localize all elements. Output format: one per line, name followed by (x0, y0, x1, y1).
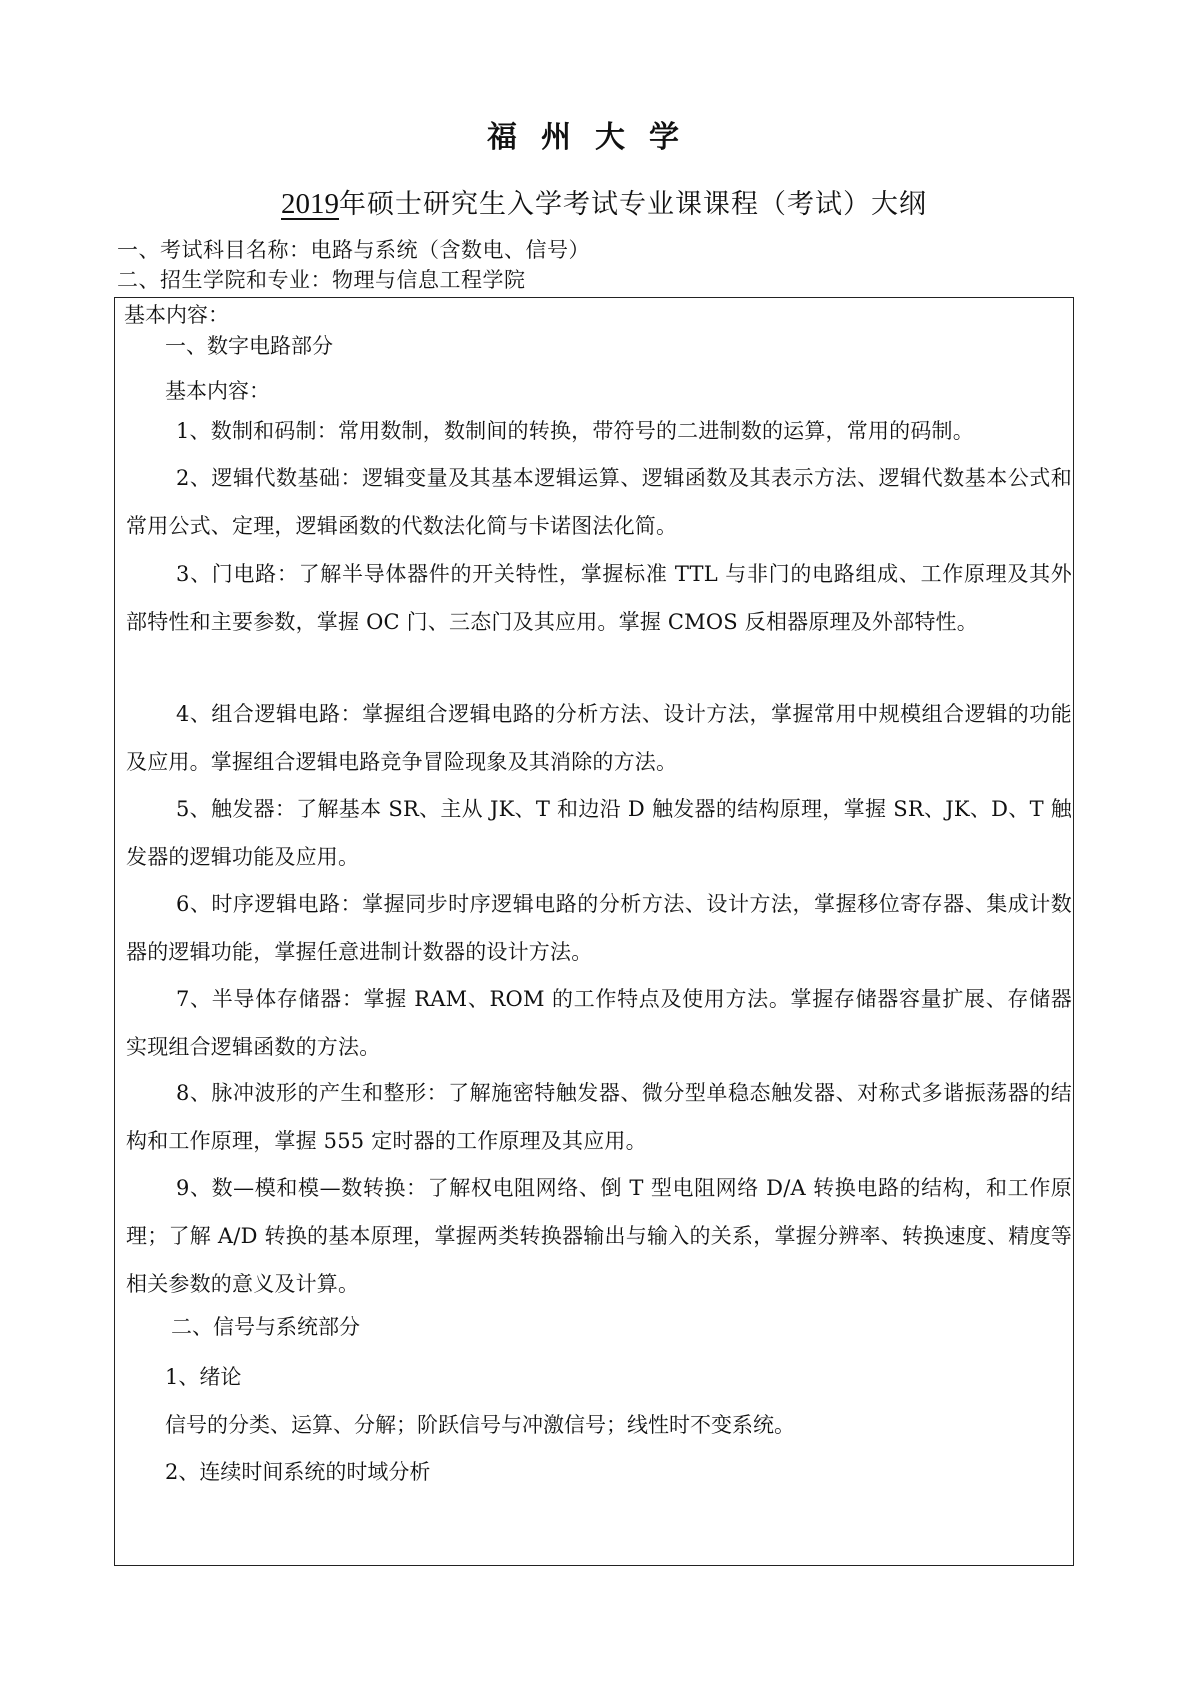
content-box (114, 297, 1074, 1566)
part2-heading: 二、信号与系统部分 (171, 1315, 360, 1339)
university-name: 福州大学 (487, 120, 703, 155)
signals-item-1-text: 信号的分类、运算、分解；阶跃信号与冲激信号；线性时不变系统。 (165, 1413, 795, 1437)
part1-heading: 一、数字电路部分 (165, 334, 333, 358)
exam-year: 2019 (281, 188, 339, 220)
digital-item-3: 3、门电路：了解半导体器件的开关特性，掌握标准 TTL 与非门的电路组成、工作原理及其外部特性和主要参数，掌握 OC 门、三态门及其应用。掌握 CMOS 反相器原理及外部特性。 (126, 562, 1072, 634)
exam-subject-line: 一、考试科目名称：电路与系统（含数电、信号） (117, 238, 590, 262)
school-major-line: 二、招生学院和专业：物理与信息工程学院 (117, 268, 526, 292)
outline-title-text: 年硕士研究生入学考试专业课课程（考试）大纲 (339, 189, 927, 220)
digital-item-8: 8、脉冲波形的产生和整形：了解施密特触发器、微分型单稳态触发器、对称式多谐振荡器的结构和工作原理，掌握 555 定时器的工作原理及其应用。 (126, 1081, 1072, 1153)
digital-item-1: 1、数制和码制：常用数制，数制间的转换，带符号的二进制数的运算，常用的码制。 (176, 419, 974, 443)
signals-item-2-title: 2、连续时间系统的时域分析 (165, 1460, 431, 1484)
digital-item-9: 9、数—模和模—数转换：了解权电阻网络、倒 T 型电阻网络 D/A 转换电路的结构，和工作原理；了解 A/D 转换的基本原理，掌握两类转换器输出与输入的关系，掌握分辨率、转换速度、精度等相关参数的意义及计算。 (126, 1176, 1072, 1296)
digital-item-2: 2、逻辑代数基础：逻辑变量及其基本逻辑运算、逻辑函数及其表示方法、逻辑代数基本公式和常用公式、定理，逻辑函数的代数法化简与卡诺图法化简。 (126, 466, 1072, 538)
part1-subheading: 基本内容： (165, 379, 270, 403)
digital-item-6: 6、时序逻辑电路：掌握同步时序逻辑电路的分析方法、设计方法，掌握移位寄存器、集成计数器的逻辑功能，掌握任意进制计数器的设计方法。 (126, 892, 1072, 964)
box-label: 基本内容： (124, 303, 229, 327)
signals-item-1-title: 1、绪论 (165, 1365, 242, 1389)
digital-item-4: 4、组合逻辑电路：掌握组合逻辑电路的分析方法、设计方法，掌握常用中规模组合逻辑的功能及应用。掌握组合逻辑电路竞争冒险现象及其消除的方法。 (126, 702, 1072, 774)
digital-item-5: 5、触发器：了解基本 SR、主从 JK、T 和边沿 D 触发器的结构原理，掌握 SR、JK、D、T 触发器的逻辑功能及应用。 (126, 797, 1072, 869)
outline-title (0, 184, 1190, 225)
digital-item-7: 7、半导体存储器：掌握 RAM、ROM 的工作特点及使用方法。掌握存储器容量扩展、存储器实现组合逻辑函数的方法。 (126, 987, 1072, 1059)
